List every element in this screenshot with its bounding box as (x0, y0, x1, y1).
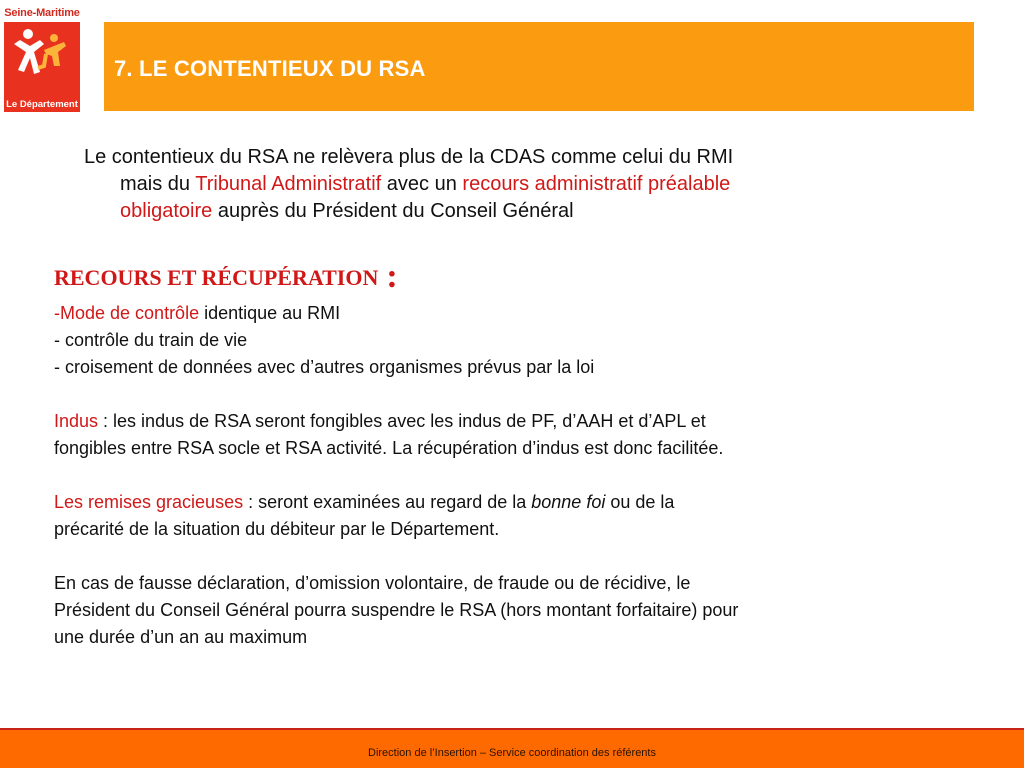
indus-text: : les indus de RSA seront fongibles avec les indus de PF, d’AAH et d’APL et (98, 411, 706, 431)
mode-highlight: -Mode de contrôle (54, 303, 200, 323)
fausse-line-3: une durée d’un an au maximum (54, 627, 308, 647)
intro-line-1: Le contentieux du RSA ne relèvera plus de la CDAS comme celui du RMI (84, 146, 734, 168)
remises-text: : seront examinées au regard de la (243, 492, 532, 512)
intro-text: avec un (381, 173, 463, 195)
intro-paragraph (84, 144, 924, 225)
controle-line: - contrôle du train de vie (54, 330, 248, 350)
logo-emblem (4, 22, 80, 112)
section-heading-colon: : (386, 258, 398, 295)
intro-text: mais du (120, 173, 196, 195)
remises-highlight: Les remises gracieuses (54, 492, 244, 512)
department-logo (4, 4, 80, 112)
indus-line-1 (54, 408, 954, 435)
header-band (104, 22, 974, 111)
fausse-line-2: Président du Conseil Général pourra suspendre le RSA (hors montant forfaitaire) pour (54, 600, 739, 620)
mode-text: identique au RMI (199, 303, 341, 323)
footer-text: Direction de l’Insertion – Service coordination des référents (368, 747, 656, 759)
logo-top-text: Seine-Maritime (4, 7, 80, 19)
croisement-line: - croisement de données avec d’autres organismes prévus par la loi (54, 357, 595, 377)
remises-line-2: précarité de la situation du débiteur par le Département. (54, 519, 500, 539)
fausse-line-1: En cas de fausse déclaration, d’omission volontaire, de fraude ou de récidive, le (54, 573, 691, 593)
body-content (54, 300, 954, 651)
tribunal-highlight: Tribunal Administratif (195, 173, 382, 195)
intro-text: auprès du Président du Conseil Général (212, 200, 574, 222)
indus-line-2: fongibles entre RSA socle et RSA activité. La récupération d’indus est donc facilitée. (54, 438, 724, 458)
obligatoire-highlight: obligatoire (120, 200, 213, 222)
section-heading (54, 258, 398, 296)
page-title: 7. LE CONTENTIEUX DU RSA (114, 56, 426, 81)
indus-highlight: Indus (54, 411, 99, 431)
logo-bottom-text: Le Département (6, 99, 78, 110)
mode-line (54, 300, 954, 327)
recours-highlight: recours administratif préalable (462, 173, 731, 195)
bonne-foi-text: bonne foi (531, 492, 606, 512)
section-heading-text: RECOURS ET RÉCUPÉRATION (54, 265, 379, 290)
remises-line-1 (54, 489, 954, 516)
intro-line-3 (84, 198, 924, 225)
intro-line-2 (84, 171, 924, 198)
remises-text: ou de la (605, 492, 675, 512)
